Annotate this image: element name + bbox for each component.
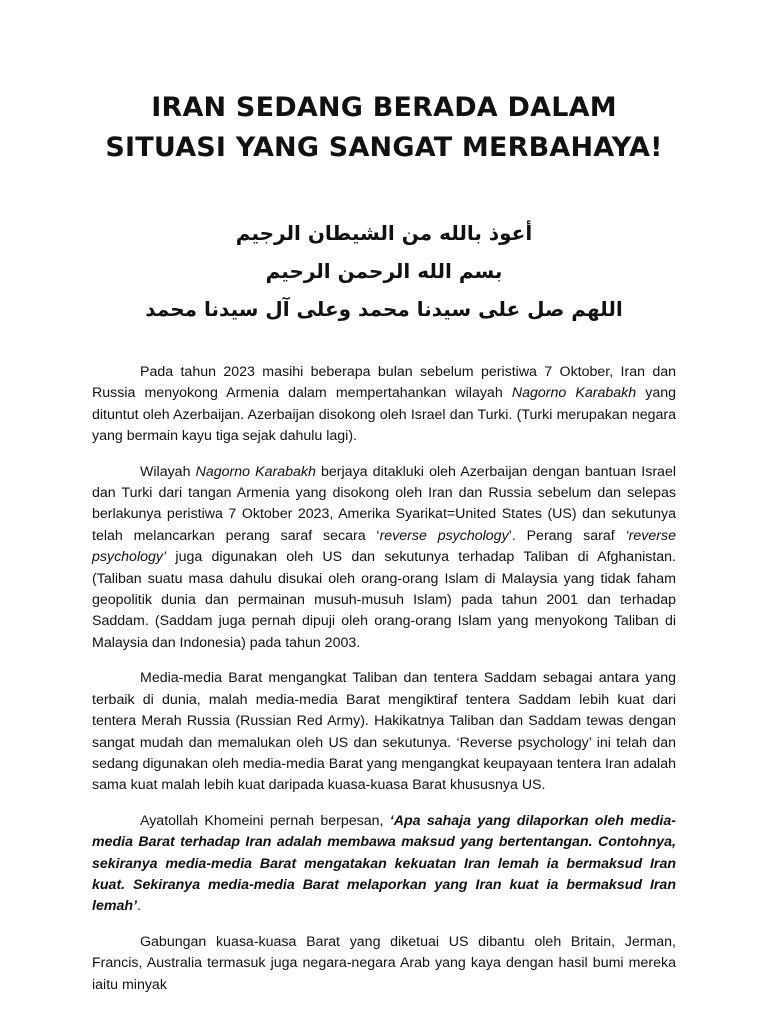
text-segment: Nagorno Karabakh [195, 463, 316, 480]
arabic-line-2: بسم الله الرحمن الرحيم [265, 259, 503, 283]
text-segment: ‘Apa sahaja yang dilaporkan oleh media-media Barat terhadap Iran adalah membawa maksud yang bertentangan. Contohnya, sekiranya media-media Barat mengatakan kekuatan Iran lemah ia bermaksud Iran kuat. Sekiranya media-media Barat melaporkan yang Iran kuat ia bermaksud Iran lemah’ [92, 812, 676, 915]
arabic-line-1: أعوذ بالله من الشيطان الرجيم [235, 221, 533, 245]
text-segment: Pada tahun 2023 masihi beberapa bulan sebelum peristiwa 7 Oktober, Iran dan Russia menyokong Armenia dalam mempertahankan wilayah [92, 364, 676, 402]
text-segment: ’. Perang saraf [508, 527, 626, 544]
paragraph [92, 932, 676, 996]
paragraph [92, 462, 676, 655]
document-title [92, 0, 676, 168]
text-segment: . [136, 898, 141, 915]
text-segment: Gabungan kuasa-kuasa Barat yang diketuai US dibantu oleh Britain, Jerman, Francis, Australia termasuk juga negara-negara Arab yang kaya dengan hasil bumi mereka iaitu minyak [92, 933, 676, 993]
paragraph [92, 668, 676, 796]
paragraph [92, 811, 676, 918]
text-segment: Media-media Barat mengangkat Taliban dan tentera Saddam sebagai antara yang terbaik di dunia, malah media-media Barat mengiktiraf tentera Saddam lebih kuat dari tentera Merah Russia (Russian Red Army). Hakikatnya Taliban dan Saddam tewas dengan sangat mudah dan memalukan oleh US dan sekutunya. ‘Reverse psychology’ ini telah dan sedang digunakan oleh media-media Barat yang mengangkat keupayaan tentera Iran adalah sama kuat malah lebih kuat daripada kuasa-kuasa Barat khususnya US. [92, 670, 676, 794]
title-line-2: SITUASI YANG SANGAT MERBAHAYA! [105, 132, 663, 163]
text-segment: Nagorno Karabakh [511, 385, 637, 402]
paragraph [92, 362, 676, 448]
text-segment: berjaya ditakluki oleh Azerbaijan dengan bantuan Israel dan Turki dari tangan Armenia yang disokong oleh Iran dan Russia sebelum dan selepas berlakunya peristiwa 7 Oktober 2023, Amerika Syarikat=United States (US) dan sekutunya telah melancarkan perang saraf secara ‘ [92, 463, 676, 544]
text-segment: juga digunakan oleh US dan sekutunya terhadap Taliban di Afghanistan. (Taliban suatu masa dahulu disukai oleh orang-orang Islam di Malaysia yang tidak faham geopolitik dunia dan permainan musuh-musuh Islam) pada tahun 2001 dan terhadap Saddam. (Saddam juga pernah dipuji oleh orang-orang Islam yang menyokong Taliban di Malaysia dan Indonesia) pada tahun 2003. [92, 549, 676, 651]
text-segment: Ayatollah Khomeini pernah berpesan, [140, 812, 390, 829]
text-segment: ‘reverse psychology’ [92, 527, 676, 566]
title-line-1: IRAN SEDANG BERADA DALAM [151, 92, 617, 123]
arabic-invocation [92, 214, 676, 328]
arabic-line-3: اللهم صل على سيدنا محمد وعلى آل سيدنا محمد [145, 297, 623, 321]
body-text [92, 362, 676, 996]
text-segment: yang dituntut oleh Azerbaijan. Azerbaijan disokong oleh Israel dan Turki. (Turki merupakan negara yang bermain kayu tiga sejak dahulu lagi). [92, 385, 676, 445]
text-segment: reverse psychology [379, 527, 509, 544]
text-segment: Wilayah [140, 463, 196, 480]
